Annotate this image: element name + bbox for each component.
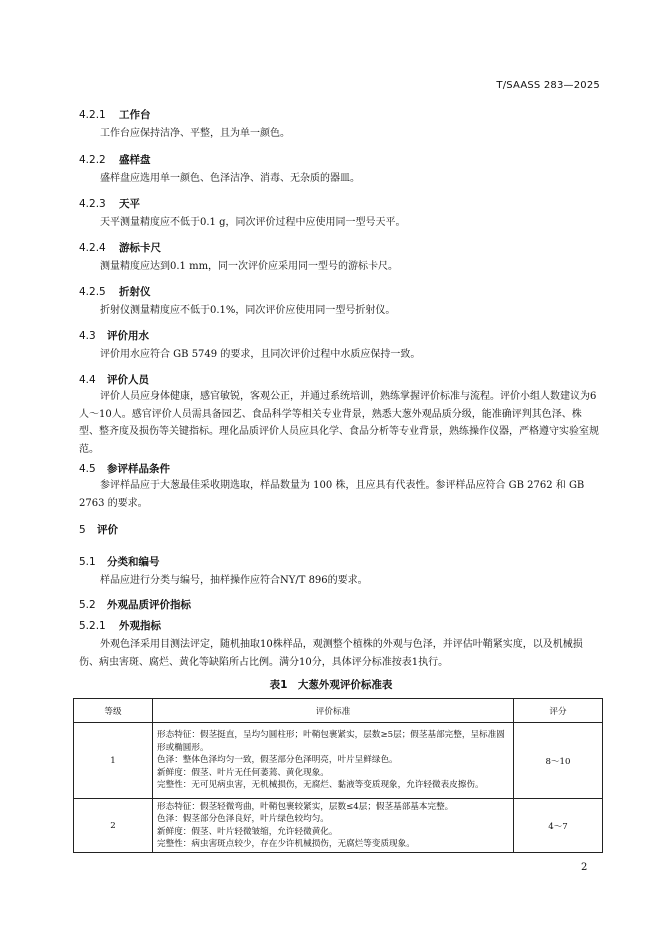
section-heading-4-2-2: 4.2.2 盛样盘	[79, 154, 151, 166]
section-heading-4-2-4: 4.2.4 游标卡尺	[79, 242, 161, 254]
header-grade: 等级	[74, 699, 153, 723]
section-heading-4-2-1: 4.2.1 工作台	[79, 109, 151, 121]
criteria-line: 色泽：整体色泽均匀一致，假茎部分色泽明亮，叶片呈鲜绿色。	[157, 755, 398, 766]
page-number: 2	[581, 862, 588, 873]
section-text-5-1: 样品应进行分类与编号，抽样操作应符合NY/T 896的要求。	[100, 575, 368, 586]
criteria-cell	[153, 723, 514, 799]
section-text-4-3: 评价用水应符合 GB 5749 的要求，且同次评价过程中水质应保持一致。	[100, 349, 421, 360]
table-row	[74, 799, 603, 853]
section-text-4-4: 评价人员应身体健康，感官敏锐，客观公正，并通过系统培训，熟练掌握评价标准与流程。评价小组人数建议为6人～10人。感官评价人员需具备园艺、食品科学等相关专业背景，熟悉大葱外观品质分级，能准确评判其色泽、株型、整齐度及损伤等关键指标。理化品质评价人员应具化学、食品分析等专业背景，熟练操作仪器，严格遵守实验室规范。	[79, 391, 599, 455]
section-heading-5-2: 5.2 外观品质评价指标	[79, 599, 191, 611]
criteria-line: 形态特征：假茎挺直，呈均匀圆柱形；叶鞘包裹紧实，层数≥5层；假茎基部完整，呈标准圆形或椭圆形。	[157, 730, 505, 753]
appearance-criteria-table	[73, 698, 603, 853]
criteria-line: 新鲜度：假茎、叶片轻微皱缩，允许轻微黄化。	[157, 826, 338, 837]
table-header-row	[74, 699, 603, 723]
header-criteria: 评价标准	[153, 699, 514, 723]
score-cell: 4～7	[514, 799, 603, 853]
criteria-line: 完整性：无可见病虫害，无机械损伤，无腐烂、黏液等变质现象，允许轻微表皮擦伤。	[157, 780, 484, 791]
section-heading-4-5: 4.5 参评样品条件	[79, 463, 170, 475]
score-cell: 8～10	[514, 723, 603, 799]
criteria-line: 完整性：病虫害斑点较少，存在少许机械损伤，无腐烂等变质现象。	[157, 838, 415, 849]
section-text-4-2-4: 测量精度应达到0.1 mm，同一次评价应采用同一型号的游标卡尺。	[100, 261, 399, 272]
table-row	[74, 723, 603, 799]
section-text-5-2-1: 外观色泽采用目测法评定，随机抽取10株样品，观测整个植株的外观与色泽，并评估叶鞘紧实度，以及机械损伤、病虫害斑、腐烂、黄化等缺陷所占比例。满分10分，具体评分标准按表1执行。	[79, 639, 583, 668]
section-text-4-2-5: 折射仪测量精度应不低于0.1%，同次评价应使用同一型号折射仪。	[100, 305, 396, 316]
document-number: T/SAASS 283—2025	[496, 80, 600, 91]
criteria-line: 新鲜度：假茎、叶片无任何萎蔫、黄化现象。	[157, 767, 329, 778]
section-heading-5-2-1: 5.2.1 外观指标	[79, 620, 161, 632]
criteria-line: 色泽：假茎部分色泽良好，叶片绿色较均匀。	[157, 814, 329, 825]
section-heading-5: 5 评价	[79, 524, 118, 536]
grade-cell: 1	[74, 723, 153, 799]
grade-cell: 2	[74, 799, 153, 853]
section-heading-4-2-5: 4.2.5 折射仪	[79, 286, 151, 298]
section-heading-4-2-3: 4.2.3 天平	[79, 198, 140, 210]
section-text-4-5: 参评样品应于大葱最佳采收期选取，样品数量为 100 株，且应具有代表性。参评样品应符合 GB 2762 和 GB 2763 的要求。	[79, 480, 585, 509]
section-heading-4-3: 4.3 评价用水	[79, 330, 149, 342]
criteria-cell	[153, 799, 514, 853]
criteria-line: 形态特征：假茎轻微弯曲，叶鞘包裹较紧实，层数≤4层；假茎基部基本完整。	[157, 801, 454, 812]
section-text-4-2-1: 工作台应保持洁净、平整，且为单一颜色。	[100, 128, 290, 139]
section-text-4-2-2: 盛样盘应选用单一颜色、色泽洁净、消毒、无杂质的器皿。	[100, 173, 360, 184]
section-text-4-2-3: 天平测量精度应不低于0.1 g，同次评价过程中应使用同一型号天平。	[100, 217, 406, 228]
section-heading-5-1: 5.1 分类和编号	[79, 556, 160, 568]
header-score: 评分	[514, 699, 603, 723]
table-caption: 表1 大葱外观评价标准表	[269, 679, 393, 691]
section-heading-4-4: 4.4 评价人员	[79, 374, 149, 386]
